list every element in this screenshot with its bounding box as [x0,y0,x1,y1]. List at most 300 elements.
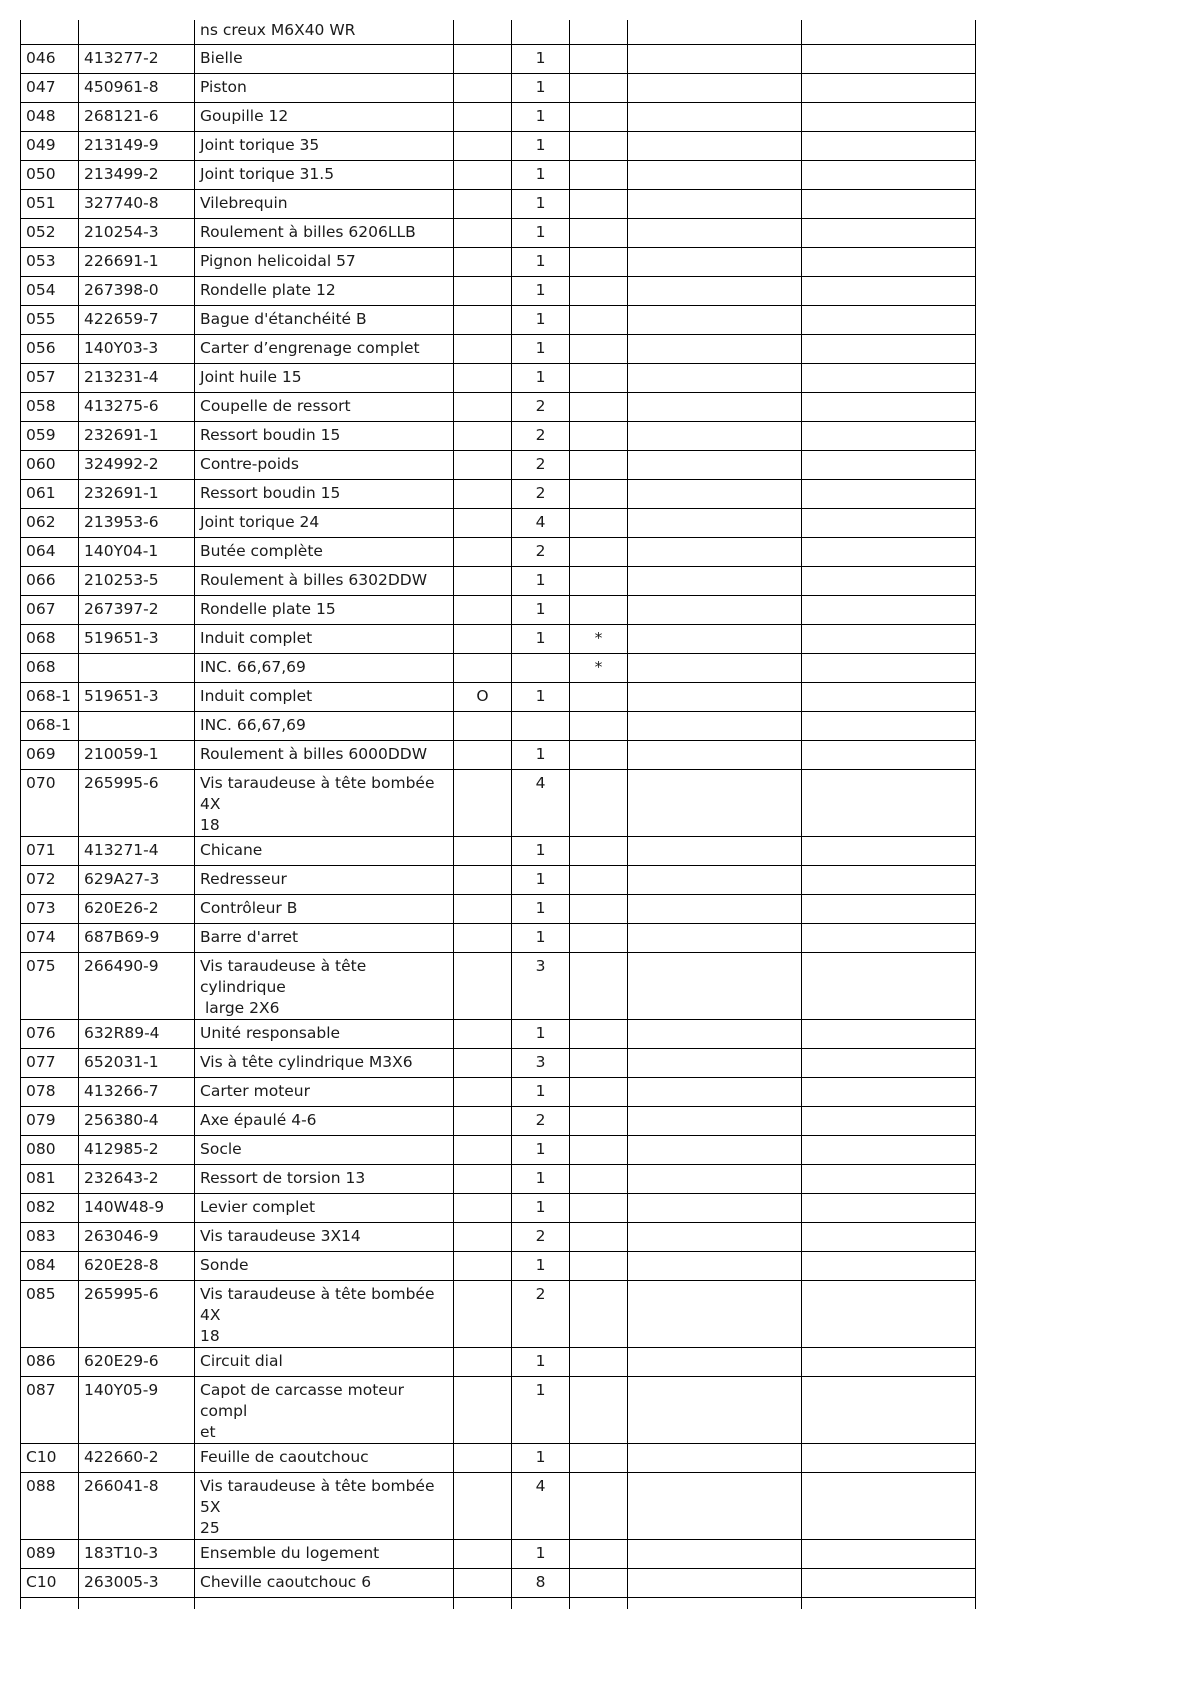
description-cell: Feuille de caoutchouc [195,1443,454,1472]
empty-cell [628,1568,802,1597]
part-number-cell: 210059-1 [79,740,195,769]
empty-cell [802,653,976,682]
note-cell [570,740,628,769]
empty-cell [802,334,976,363]
empty-cell [628,537,802,566]
table-row [21,566,976,595]
quantity-cell: 1 [512,1539,570,1568]
description-cell: Cheville caoutchouc 6 [195,1568,454,1597]
description-cell: Bielle [195,44,454,73]
table-row [21,1106,976,1135]
description-cell: Unité responsable [195,1019,454,1048]
note-cell [570,334,628,363]
item-number-cell: 073 [21,894,79,923]
note-cell [570,836,628,865]
empty-cell [628,1376,802,1443]
empty-cell [802,508,976,537]
empty-cell [628,508,802,537]
table-row [21,450,976,479]
option-cell [454,1376,512,1443]
empty-cell [454,1597,512,1609]
part-number-cell: 620E26-2 [79,894,195,923]
description-cell: Pignon helicoidal 57 [195,247,454,276]
parts-table-body [21,20,976,1609]
note-cell [570,44,628,73]
table-row [21,1077,976,1106]
part-number-cell: 226691-1 [79,247,195,276]
description-cell: Carter d’engrenage complet [195,334,454,363]
option-cell [454,276,512,305]
quantity-cell: 2 [512,1280,570,1347]
part-number-cell: 140Y05-9 [79,1376,195,1443]
note-cell [570,189,628,218]
empty-cell [628,653,802,682]
part-number-cell: 413275-6 [79,392,195,421]
note-cell [570,1193,628,1222]
item-number-cell: 080 [21,1135,79,1164]
note-cell [570,952,628,1019]
quantity-cell: 1 [512,305,570,334]
empty-cell [628,247,802,276]
item-number-cell: 067 [21,595,79,624]
table-row [21,1222,976,1251]
item-number-cell: 081 [21,1164,79,1193]
empty-cell [802,247,976,276]
part-number-cell: 232643-2 [79,1164,195,1193]
table-row [21,1443,976,1472]
item-number-cell: 068 [21,653,79,682]
empty-cell [802,865,976,894]
part-number-cell: 232691-1 [79,479,195,508]
item-number-cell: 069 [21,740,79,769]
description-cell: Piston [195,73,454,102]
table-row [21,624,976,653]
option-cell [454,508,512,537]
quantity-cell: 2 [512,537,570,566]
empty-cell [628,363,802,392]
description-cell: Roulement à billes 6000DDW [195,740,454,769]
empty-cell [802,1568,976,1597]
empty-cell [802,102,976,131]
empty-cell [628,334,802,363]
empty-cell [802,44,976,73]
description-cell: Roulement à billes 6302DDW [195,566,454,595]
table-row [21,421,976,450]
empty-cell [802,1193,976,1222]
item-number-cell: 058 [21,392,79,421]
table-row [21,1164,976,1193]
table-row [21,160,976,189]
note-cell [570,1376,628,1443]
table-row-cutoff [21,1597,976,1609]
empty-cell [628,865,802,894]
item-number-cell: 089 [21,1539,79,1568]
note-cell [570,247,628,276]
quantity-cell: 1 [512,276,570,305]
quantity-cell: 2 [512,479,570,508]
quantity-cell: 1 [512,1019,570,1048]
empty-cell [802,479,976,508]
part-number-cell: 687B69-9 [79,923,195,952]
note-cell [570,711,628,740]
parts-list-page [20,20,976,1609]
table-row [21,392,976,421]
quantity-cell [512,711,570,740]
empty-cell [802,1077,976,1106]
quantity-cell: 1 [512,218,570,247]
option-cell [454,1251,512,1280]
empty-cell [802,1443,976,1472]
part-number-cell: 183T10-3 [79,1539,195,1568]
empty-cell [802,73,976,102]
item-number-cell: 050 [21,160,79,189]
item-number-cell: 068-1 [21,711,79,740]
item-number-cell: 055 [21,305,79,334]
empty-cell [628,276,802,305]
quantity-cell: 1 [512,923,570,952]
option-cell [454,1193,512,1222]
table-row [21,537,976,566]
quantity-cell: 3 [512,1048,570,1077]
empty-cell [628,1106,802,1135]
empty-cell [802,952,976,1019]
option-cell [454,1280,512,1347]
empty-cell [628,305,802,334]
empty-cell [802,421,976,450]
item-number-cell: 084 [21,1251,79,1280]
note-cell [570,508,628,537]
table-row [21,363,976,392]
table-row [21,952,976,1019]
empty-cell [628,1048,802,1077]
table-row [21,276,976,305]
note-cell [570,479,628,508]
item-number-cell: 071 [21,836,79,865]
quantity-cell: 1 [512,189,570,218]
item-number-cell: 054 [21,276,79,305]
item-number-cell: 046 [21,44,79,73]
part-number-cell: 327740-8 [79,189,195,218]
quantity-cell: 1 [512,865,570,894]
empty-cell [802,305,976,334]
table-row [21,247,976,276]
option-cell [454,1106,512,1135]
empty-cell [628,769,802,836]
item-number-cell: 079 [21,1106,79,1135]
table-row [21,334,976,363]
empty-cell [802,160,976,189]
empty-cell [628,189,802,218]
note-cell [570,1077,628,1106]
empty-cell [802,1048,976,1077]
empty-cell [628,1539,802,1568]
quantity-cell: 1 [512,1347,570,1376]
note-cell [570,73,628,102]
option-cell [454,1347,512,1376]
part-number-cell: 413271-4 [79,836,195,865]
empty-cell [628,952,802,1019]
empty-cell [802,1597,976,1609]
empty-cell [628,894,802,923]
option-cell [454,218,512,247]
part-number-cell: 213149-9 [79,131,195,160]
table-row [21,894,976,923]
item-number-cell: 068 [21,624,79,653]
empty-cell [628,1347,802,1376]
description-cell: Vis taraudeuse à tête bombée 4X 18 [195,1280,454,1347]
item-number-cell: 088 [21,1472,79,1539]
note-cell [570,450,628,479]
quantity-cell: 1 [512,247,570,276]
item-number-cell: 085 [21,1280,79,1347]
part-number-cell: 265995-6 [79,1280,195,1347]
quantity-cell: 1 [512,595,570,624]
note-cell [570,1048,628,1077]
empty-cell [628,1472,802,1539]
table-row [21,1280,976,1347]
note-cell [570,160,628,189]
description-cell: Vis taraudeuse à tête bombée 5X 25 [195,1472,454,1539]
empty-cell [628,1443,802,1472]
part-number-cell: 213231-4 [79,363,195,392]
quantity-cell: 1 [512,1443,570,1472]
part-number-cell: 140Y03-3 [79,334,195,363]
empty-cell [802,1280,976,1347]
table-row [21,189,976,218]
description-cell: Ressort boudin 15 [195,421,454,450]
note-cell [570,1280,628,1347]
option-cell [454,334,512,363]
description-cell: Induit complet [195,682,454,711]
empty-cell [802,131,976,160]
description-cell: Joint huile 15 [195,363,454,392]
item-number-cell [21,20,79,44]
empty-cell [802,769,976,836]
part-number-cell: 620E28-8 [79,1251,195,1280]
table-row [21,865,976,894]
table-row [21,1135,976,1164]
option-cell [454,1568,512,1597]
empty-cell [628,595,802,624]
note-cell: * [570,653,628,682]
option-cell [454,595,512,624]
empty-cell [802,218,976,247]
item-number-cell: 077 [21,1048,79,1077]
part-number-cell: 413277-2 [79,44,195,73]
item-number-cell: 061 [21,479,79,508]
empty-cell [802,923,976,952]
option-cell [454,102,512,131]
option-cell [454,189,512,218]
note-cell [570,769,628,836]
option-cell [454,421,512,450]
quantity-cell: 1 [512,102,570,131]
empty-cell [628,624,802,653]
table-row [21,479,976,508]
empty-cell [628,392,802,421]
option-cell [454,160,512,189]
part-number-cell: 266490-9 [79,952,195,1019]
part-number-cell: 324992-2 [79,450,195,479]
note-cell [570,1106,628,1135]
quantity-cell: 1 [512,160,570,189]
description-cell: Ressort boudin 15 [195,479,454,508]
quantity-cell: 1 [512,566,570,595]
item-number-cell: 086 [21,1347,79,1376]
item-number-cell: 078 [21,1077,79,1106]
table-row [21,836,976,865]
table-row [21,595,976,624]
note-cell [570,131,628,160]
part-number-cell: 256380-4 [79,1106,195,1135]
note-cell [570,865,628,894]
quantity-cell: 1 [512,894,570,923]
part-number-cell: 422660-2 [79,1443,195,1472]
empty-cell [628,102,802,131]
part-number-cell: 620E29-6 [79,1347,195,1376]
empty-cell [628,566,802,595]
empty-cell [21,1597,79,1609]
item-number-cell: 070 [21,769,79,836]
item-number-cell: C10 [21,1568,79,1597]
option-cell [454,1048,512,1077]
empty-cell [628,923,802,952]
option-cell [454,305,512,334]
item-number-cell: 059 [21,421,79,450]
description-cell: Axe épaulé 4-6 [195,1106,454,1135]
empty-cell [628,1222,802,1251]
part-number-cell: 519651-3 [79,624,195,653]
empty-cell [802,836,976,865]
empty-cell [628,1193,802,1222]
description-cell: Redresseur [195,865,454,894]
quantity-cell: 1 [512,682,570,711]
empty-cell [628,711,802,740]
description-cell: Joint torique 35 [195,131,454,160]
table-row [21,769,976,836]
quantity-cell: 1 [512,740,570,769]
option-cell [454,894,512,923]
note-cell [570,421,628,450]
item-number-cell: 074 [21,923,79,952]
note-cell [570,537,628,566]
description-cell: ns creux M6X40 WR [195,20,454,44]
description-cell: Contre-poids [195,450,454,479]
empty-cell [802,1164,976,1193]
description-cell: Vis à tête cylindrique M3X6 [195,1048,454,1077]
empty-cell [79,1597,195,1609]
quantity-cell: 1 [512,44,570,73]
table-row [21,1376,976,1443]
empty-cell [802,711,976,740]
quantity-cell: 1 [512,624,570,653]
description-cell: Carter moteur [195,1077,454,1106]
quantity-cell: 2 [512,392,570,421]
table-row [21,305,976,334]
empty-cell [802,1106,976,1135]
item-number-cell: C10 [21,1443,79,1472]
parts-table [20,20,976,1609]
quantity-cell: 1 [512,1077,570,1106]
item-number-cell: 060 [21,450,79,479]
option-cell [454,1019,512,1048]
note-cell [570,363,628,392]
empty-cell [628,20,802,44]
note-cell [570,1251,628,1280]
part-number-cell: 632R89-4 [79,1019,195,1048]
description-cell: Capot de carcasse moteur compl et [195,1376,454,1443]
item-number-cell: 047 [21,73,79,102]
table-row [21,740,976,769]
option-cell [454,131,512,160]
empty-cell [628,450,802,479]
quantity-cell: 1 [512,1193,570,1222]
item-number-cell: 062 [21,508,79,537]
description-cell: Joint torique 31.5 [195,160,454,189]
option-cell [454,450,512,479]
description-cell: Barre d'arret [195,923,454,952]
note-cell [570,1568,628,1597]
table-row [21,131,976,160]
empty-cell [628,1251,802,1280]
part-number-cell: 268121-6 [79,102,195,131]
table-row [21,923,976,952]
description-cell: Levier complet [195,1193,454,1222]
item-number-cell: 083 [21,1222,79,1251]
description-cell: INC. 66,67,69 [195,653,454,682]
description-cell: Vilebrequin [195,189,454,218]
option-cell [454,566,512,595]
empty-cell [628,421,802,450]
part-number-cell: 263005-3 [79,1568,195,1597]
description-cell: Socle [195,1135,454,1164]
quantity-cell [512,653,570,682]
quantity-cell: 2 [512,450,570,479]
item-number-cell: 064 [21,537,79,566]
description-cell: Chicane [195,836,454,865]
empty-cell [802,566,976,595]
empty-cell [628,1597,802,1609]
option-cell [454,1164,512,1193]
table-row [21,218,976,247]
note-cell [570,1222,628,1251]
note-cell [570,20,628,44]
empty-cell [802,1472,976,1539]
item-number-cell: 053 [21,247,79,276]
table-row [21,20,976,44]
note-cell [570,595,628,624]
description-cell: Goupille 12 [195,102,454,131]
option-cell [454,537,512,566]
option-cell [454,363,512,392]
empty-cell [628,740,802,769]
empty-cell [802,392,976,421]
empty-cell [512,1597,570,1609]
description-cell: Bague d'étanchéité B [195,305,454,334]
empty-cell [802,1539,976,1568]
table-row [21,1193,976,1222]
description-cell: Roulement à billes 6206LLB [195,218,454,247]
note-cell [570,1347,628,1376]
quantity-cell: 1 [512,363,570,392]
quantity-cell: 1 [512,1164,570,1193]
empty-cell [802,894,976,923]
item-number-cell: 056 [21,334,79,363]
note-cell: * [570,624,628,653]
table-row [21,1568,976,1597]
table-row [21,73,976,102]
option-cell [454,836,512,865]
